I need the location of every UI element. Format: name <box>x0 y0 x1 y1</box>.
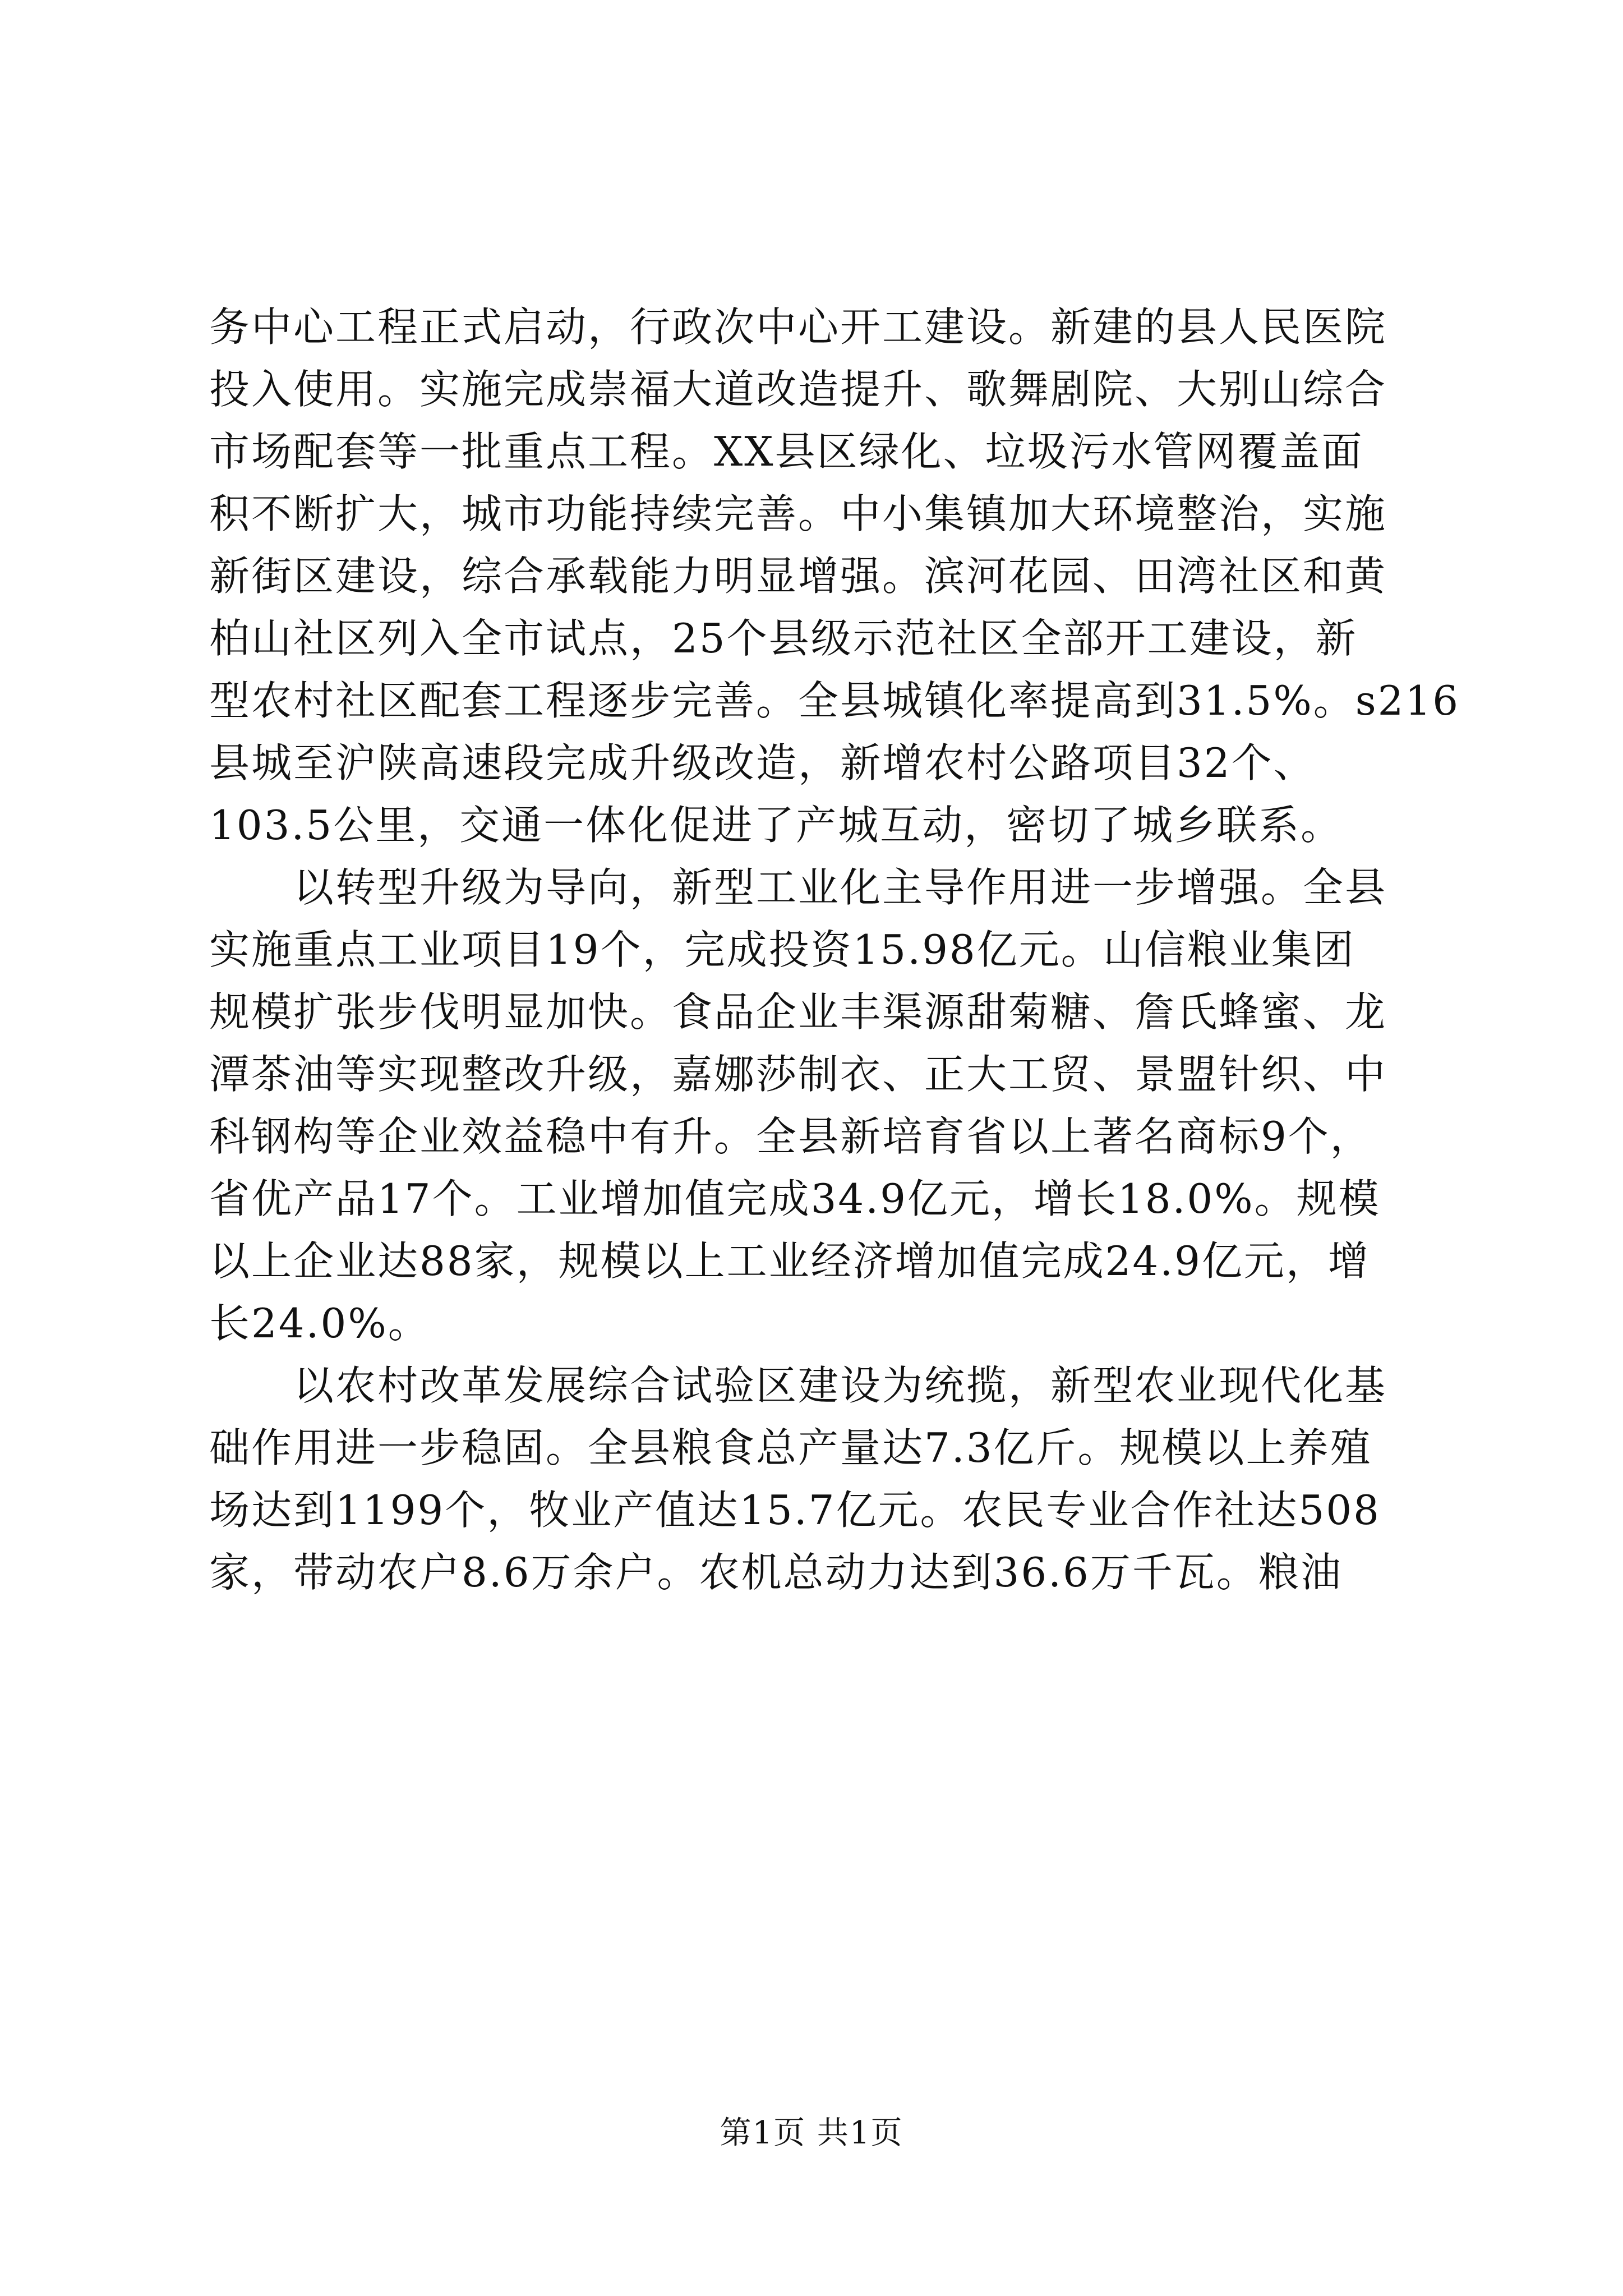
text-line: 家，带动农户8.6万余户。农机总动力达到36.6万千瓦。粮油 <box>209 1549 1343 1596</box>
text-line: 投入使用。实施完成崇福大道改造提升、歌舞剧院、大别山综合 <box>209 366 1387 413</box>
text-line: 省优产品17个。工业增加值完成34.9亿元，增长18.0%。规模 <box>209 1175 1381 1222</box>
text-line: 新街区建设，综合承载能力明显增强。滨河花园、田湾社区和黄 <box>209 553 1387 600</box>
text-line: 实施重点工业项目19个，完成投资15.98亿元。山信粮业集团 <box>209 926 1355 973</box>
text-line: 以上企业达88家，规模以上工业经济增加值完成24.9亿元，增 <box>209 1237 1370 1285</box>
text-line: 础作用进一步稳固。全县粮食总产量达7.3亿斤。规模以上养殖 <box>209 1424 1372 1471</box>
text-line: 潭茶油等实现整改升级，嘉娜莎制衣、正大工贸、景盟针织、中 <box>209 1051 1387 1098</box>
text-line: 型农村社区配套工程逐步完善。全县城镇化率提高到31.5%。s216 <box>209 677 1460 724</box>
text-line: 长24.0%。 <box>209 1300 430 1347</box>
text-line: 务中心工程正式启动，行政次中心开工建设。新建的县人民医院 <box>209 303 1387 351</box>
text-line: 市场配套等一批重点工程。XX县区绿化、垃圾污水管网覆盖面 <box>209 428 1364 475</box>
text-line: 场达到1199个，牧业产值达15.7亿元。农民专业合作社达508 <box>209 1487 1381 1534</box>
paragraph-start-line: 以农村改革发展综合试验区建设为统揽，新型农业现代化基 <box>209 1362 1387 1409</box>
paragraph-start-line: 以转型升级为导向，新型工业化主导作用进一步增强。全县 <box>209 864 1387 911</box>
text-line: 规模扩张步伐明显加快。食品企业丰渠源甜菊糖、詹氏蜂蜜、龙 <box>209 988 1387 1036</box>
document-body <box>209 296 1460 1604</box>
text-line: 科钢构等企业效益稳中有升。全县新培育省以上著名商标9个， <box>209 1113 1372 1160</box>
text-line: 县城至沪陕高速段完成升级改造，新增农村公路项目32个、 <box>209 739 1316 786</box>
text-line: 柏山社区列入全市试点，25个县级示范社区全部开工建设，新 <box>209 615 1358 662</box>
text-line: 103.5公里，交通一体化促进了产城互动，密切了城乡联系。 <box>209 802 1343 849</box>
page-number: 第1页 共1页 <box>720 2115 903 2151</box>
text-line: 积不断扩大，城市功能持续完善。中小集镇加大环境整治，实施 <box>209 490 1387 537</box>
